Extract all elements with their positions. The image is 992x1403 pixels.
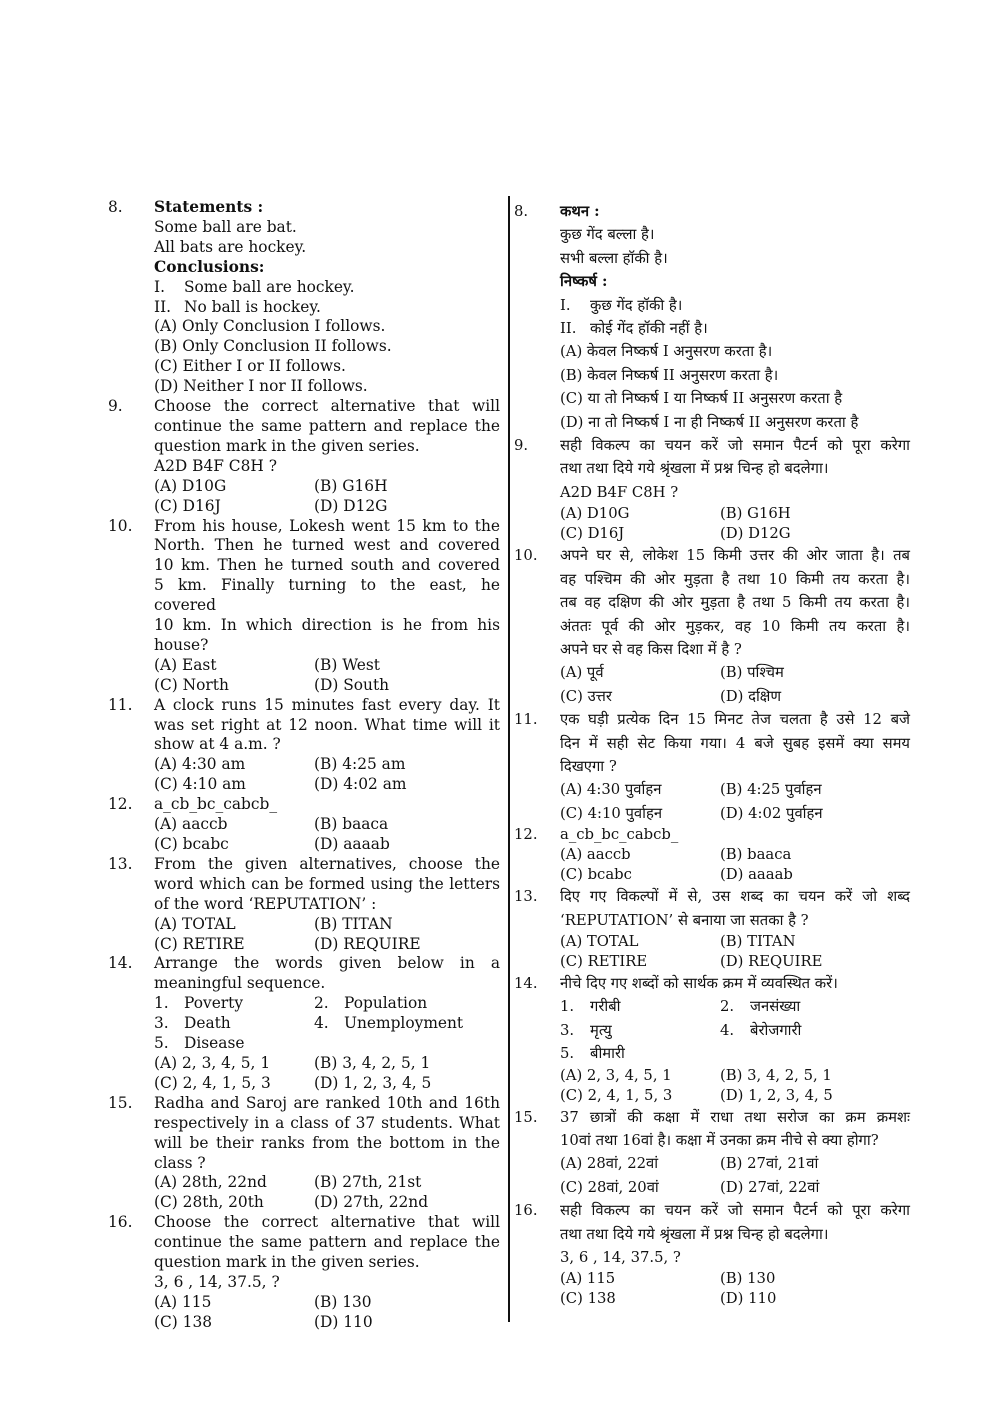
question-number: 11. <box>108 695 133 714</box>
option: (D) 4:02 पुर्वाहन <box>720 804 823 822</box>
option: (B) 130 <box>720 1270 776 1288</box>
option: (D) D12G <box>720 525 791 543</box>
conclusion: I. Some ball are hockey. <box>154 277 355 296</box>
options-grid <box>560 932 910 972</box>
option: (C) North <box>154 675 229 694</box>
question-number: 8. <box>514 203 529 220</box>
option: (D) D12G <box>314 496 388 515</box>
question-text: Radha and Saroj are ranked 10th and 16th <box>154 1093 500 1112</box>
option: (B) 4:25 पुर्वाहन <box>720 781 822 799</box>
conclusions-heading: निष्कर्ष : <box>560 273 608 291</box>
option: (D) दक्षिण <box>720 687 782 705</box>
option: (A) D10G <box>560 505 630 523</box>
option: (A) aaccb <box>560 846 631 864</box>
question-text: दिए गए विकल्पों में से, उस शब्द का चयन करें जो शब्द <box>560 888 910 906</box>
question-text: A clock runs 15 minutes fast every day. It <box>154 695 500 714</box>
option: (D) 1, 2, 3, 4, 5 <box>720 1086 833 1104</box>
option: (C) RETIRE <box>560 952 648 970</box>
option: (B) baaca <box>720 846 792 864</box>
conclusion: II. No ball is hockey. <box>154 297 321 316</box>
options-grid <box>154 915 500 955</box>
question-text: 10वां तथा 16वां है। कक्षा में उनका क्रम नीचे से क्या होगा? <box>560 1132 879 1149</box>
question-text: सही विकल्प का चयन करें जो समान पैटर्न को पूरा करेगा <box>560 437 910 455</box>
question-text: of the word ‘REPUTATION’ : <box>154 894 377 913</box>
question-14 <box>108 954 500 1093</box>
question-text: word which can be formed using the letters <box>154 874 500 893</box>
question-text: was set right at 12 noon. What time will it <box>154 715 500 734</box>
option: (A) Only Conclusion I follows. <box>154 317 386 336</box>
question-number: 16. <box>108 1213 133 1232</box>
question-text: question mark in the given series. <box>154 1253 420 1272</box>
list-item: 2. Population <box>314 994 428 1013</box>
option: (B) 4:25 am <box>314 755 406 774</box>
question-text: a_cb_bc_cabcb_ <box>154 795 278 814</box>
question-11 <box>108 696 500 796</box>
question-text: house? <box>154 635 209 654</box>
question-number: 11. <box>514 711 538 729</box>
question-number: 14. <box>108 954 133 973</box>
option: (A) East <box>154 655 217 674</box>
series: 3, 6 , 14, 37.5, ? <box>560 1249 681 1267</box>
question-number: 13. <box>108 854 133 873</box>
list-item: 4. बेरोजगारी <box>720 1021 802 1039</box>
option: (A) पूर्व <box>560 664 604 682</box>
statement: All bats are hockey. <box>154 237 307 256</box>
option: (B) West <box>314 655 380 674</box>
series: 3, 6 , 14, 37.5, ? <box>154 1272 280 1291</box>
options-grid <box>154 1054 500 1094</box>
question-text: एक घड़ी प्रत्येक दिन 15 मिनट तेज चलता है उसे 12 बजे <box>560 711 910 729</box>
question-text: 37 छात्रों की कक्षा में राधा तथा सरोज का क्रम क्रमशः <box>560 1108 910 1126</box>
option: (B) 3, 4, 2, 5, 1 <box>314 1053 431 1072</box>
option: (A) 115 <box>154 1292 212 1311</box>
question-text: Choose the correct alternative that will <box>154 397 500 416</box>
option: (C) 4:10 पुर्वाहन <box>560 804 663 822</box>
option: (C) D16J <box>154 496 221 515</box>
question-8 <box>108 198 500 397</box>
question-text: Choose the correct alternative that will <box>154 1213 500 1232</box>
options-grid <box>154 755 500 795</box>
option: (A) 28th, 22nd <box>154 1173 267 1192</box>
question-number: 13. <box>514 888 538 906</box>
question-text: class ? <box>154 1153 206 1172</box>
option: (B) G16H <box>314 476 388 495</box>
option: (D) 110 <box>720 1290 777 1308</box>
option: (C) bcabc <box>560 866 632 884</box>
options-grid <box>560 1152 910 1199</box>
question-text: नीचे दिए गए शब्दों को सार्थक क्रम में व्यवस्थित करें। <box>560 974 838 992</box>
question-number: 15. <box>108 1093 133 1112</box>
option: (B) TITAN <box>720 932 796 950</box>
list-item: 5. Disease <box>154 1034 245 1053</box>
option: (A) 2, 3, 4, 5, 1 <box>560 1066 672 1084</box>
question-text: वह पश्चिम की ओर मुड़ता है तथा 10 किमी तय करता है। <box>560 570 910 588</box>
question-15 <box>108 1094 500 1213</box>
question-text: From his house, Lokesh went 15 km to the <box>154 516 500 535</box>
question-text: तब वह दक्षिण की ओर मुड़ता है तथा 5 किमी तय करता है। <box>560 594 910 612</box>
question-text: 10 km. Then he turned south and covered <box>154 556 500 575</box>
question-11-hindi <box>514 708 910 825</box>
option: (C) Either I or II follows. <box>154 357 346 376</box>
option: (A) 2, 3, 4, 5, 1 <box>154 1053 271 1072</box>
option: (B) 27th, 21st <box>314 1173 422 1192</box>
question-15-hindi <box>514 1106 910 1200</box>
question-number: 14. <box>514 974 538 992</box>
list-item: 1. गरीबी <box>560 998 621 1016</box>
question-text: 5 km. Finally turning to the east, he covered <box>154 576 500 615</box>
question-number: 8. <box>108 198 123 216</box>
option: (C) 138 <box>560 1290 616 1308</box>
question-16 <box>108 1213 500 1332</box>
question-text: Arrange the words given below in a <box>154 954 500 973</box>
option: (A) D10G <box>154 476 227 495</box>
option: (B) baaca <box>314 815 389 834</box>
question-8-hindi <box>514 200 910 434</box>
options-grid <box>560 1066 910 1106</box>
question-text: continue the same pattern and replace the <box>154 416 500 435</box>
question-10-hindi <box>514 544 910 708</box>
column-divider <box>508 196 510 1322</box>
question-text: respectively in a class of 37 students. What <box>154 1113 500 1132</box>
option: (C) RETIRE <box>154 934 245 953</box>
statement: Some ball are bat. <box>154 217 297 236</box>
option: (D) aaaab <box>720 866 793 884</box>
options-grid <box>154 656 500 696</box>
option: (D) ना तो निष्कर्ष I ना ही निष्कर्ष II अनुसरण करता है <box>560 413 859 431</box>
option: (A) 115 <box>560 1270 616 1288</box>
question-9 <box>108 397 500 516</box>
option: (C) bcabc <box>154 835 229 853</box>
option: (D) 27th, 22nd <box>314 1193 429 1212</box>
statement: कुछ गेंद बल्ला है। <box>560 226 655 244</box>
options-grid <box>154 1293 500 1333</box>
option: (C) 2, 4, 1, 5, 3 <box>560 1086 673 1104</box>
option: (D) REQUIRE <box>720 952 823 970</box>
question-9-hindi <box>514 434 910 544</box>
series: A2D B4F C8H ? <box>560 483 679 501</box>
question-text: will be their ranks from the bottom in the <box>154 1133 500 1152</box>
option: (C) 138 <box>154 1312 213 1331</box>
list-item: 1. Poverty <box>154 994 244 1013</box>
question-text: 10 km. In which direction is he from his <box>154 616 500 635</box>
question-number: 9. <box>108 397 123 416</box>
conclusion: I. कुछ गेंद हॉकी है। <box>560 296 683 314</box>
option: (B) 130 <box>314 1292 372 1311</box>
option: (C) 4:10 am <box>154 775 246 794</box>
question-text: अपने घर से वह किस दिशा में है ? <box>560 640 742 658</box>
options-grid <box>154 1173 500 1213</box>
question-text: अपने घर से, लोकेश 15 किमी उत्तर की ओर जाता है। तब <box>560 547 910 565</box>
option: (C) 2, 4, 1, 5, 3 <box>154 1073 271 1092</box>
list-item: 4. Unemployment <box>314 1014 464 1033</box>
question-text: continue the same pattern and replace the <box>154 1233 500 1252</box>
items-grid <box>560 995 910 1065</box>
question-16-hindi <box>514 1199 910 1309</box>
question-text: दिखएगा ? <box>560 757 617 775</box>
option: (A) 4:30 am <box>154 755 246 774</box>
option: (C) या तो निष्कर्ष I या निष्कर्ष II अनुसरण करता है <box>560 390 843 408</box>
question-text: meaningful sequence. <box>154 974 326 993</box>
question-number: 12. <box>514 826 538 844</box>
question-text: From the given alternatives, choose the <box>154 854 500 873</box>
list-item: 3. मृत्यु <box>560 1021 612 1039</box>
question-10 <box>108 517 500 696</box>
conclusion: II. कोई गेंद हॉकी नहीं है। <box>560 320 708 338</box>
options-grid <box>154 815 500 855</box>
option: (D) Neither I nor II follows. <box>154 377 368 396</box>
option: (B) Only Conclusion II follows. <box>154 337 392 356</box>
english-column <box>108 198 500 1333</box>
option: (B) 27वां, 21वां <box>720 1155 819 1173</box>
question-13-hindi <box>514 885 910 972</box>
options-grid <box>560 504 910 544</box>
list-item: 5. बीमारी <box>560 1045 625 1063</box>
option: (D) 4:02 am <box>314 775 407 794</box>
statement: सभी बल्ला हॉकी है। <box>560 249 668 267</box>
list-item: 2. जनसंख्या <box>720 998 801 1016</box>
option: (B) केवल निष्कर्ष II अनुसरण करता है। <box>560 366 779 384</box>
question-text: ‘REPUTATION’ से बनाया जा सतका है ? <box>560 911 809 929</box>
hindi-column <box>514 200 910 1309</box>
option: (D) 110 <box>314 1312 373 1331</box>
option: (A) TOTAL <box>560 932 639 950</box>
question-text: तथा तथा दिये गये श्रृंखला में प्रश्न चिन्ह हो बदलेगा। <box>560 460 829 478</box>
option: (A) 28वां, 22वां <box>560 1155 659 1173</box>
option: (A) aaccb <box>154 815 228 834</box>
conclusions-heading: Conclusions: <box>154 257 265 276</box>
option: (D) 27वां, 22वां <box>720 1178 820 1196</box>
option: (A) 4:30 पुर्वाहन <box>560 781 662 799</box>
items-grid <box>154 994 500 1054</box>
option: (B) G16H <box>720 505 791 523</box>
question-14-hindi <box>514 972 910 1106</box>
statements-heading: Statements : <box>154 198 264 216</box>
question-text: a_cb_bc_cabcb_ <box>560 826 679 844</box>
question-text: question mark in the given series. <box>154 436 420 455</box>
question-number: 15. <box>514 1108 538 1126</box>
option: (B) पश्चिम <box>720 664 784 682</box>
option: (D) aaaab <box>314 835 390 853</box>
options-grid <box>560 845 910 885</box>
question-13 <box>108 855 500 955</box>
list-item: 3. Death <box>154 1014 231 1033</box>
option: (C) 28वां, 20वां <box>560 1178 659 1196</box>
question-text: तथा तथा दिये गये श्रृंखला में प्रश्न चिन्ह हो बदलेगा। <box>560 1225 829 1243</box>
options-grid <box>560 778 910 825</box>
question-text: दिन में सही सेट किया गया। 4 बजे सुबह इसमें क्या समय <box>560 734 910 752</box>
question-number: 16. <box>514 1202 538 1220</box>
options-grid <box>560 1269 910 1309</box>
options-grid <box>154 477 500 517</box>
question-text: अंततः पूर्व की ओर मुड़कर, वह 10 किमी तय करता है। <box>560 617 910 635</box>
question-12-hindi <box>514 825 910 885</box>
series: A2D B4F C8H ? <box>154 456 277 475</box>
option: (C) D16J <box>560 525 625 543</box>
options-grid <box>560 661 910 708</box>
option: (D) REQUIRE <box>314 934 421 953</box>
question-number: 9. <box>514 437 529 455</box>
option: (C) 28th, 20th <box>154 1193 264 1212</box>
option: (C) उत्तर <box>560 687 612 705</box>
question-12 <box>108 795 500 855</box>
question-number: 10. <box>108 516 133 535</box>
option: (D) South <box>314 675 390 694</box>
question-text: show at 4 a.m. ? <box>154 735 281 754</box>
option: (D) 1, 2, 3, 4, 5 <box>314 1073 432 1092</box>
question-text: North. Then he turned west and covered <box>154 536 500 555</box>
option: (A) TOTAL <box>154 914 236 933</box>
statements-heading: कथन : <box>560 203 600 220</box>
question-text: सही विकल्प का चयन करें जो समान पैटर्न को पूरा करेगा <box>560 1202 910 1220</box>
question-number: 12. <box>108 795 133 814</box>
option: (A) केवल निष्कर्ष I अनुसरण करता है। <box>560 343 773 361</box>
question-number: 10. <box>514 547 538 565</box>
option: (B) TITAN <box>314 914 393 933</box>
option: (B) 3, 4, 2, 5, 1 <box>720 1066 832 1084</box>
